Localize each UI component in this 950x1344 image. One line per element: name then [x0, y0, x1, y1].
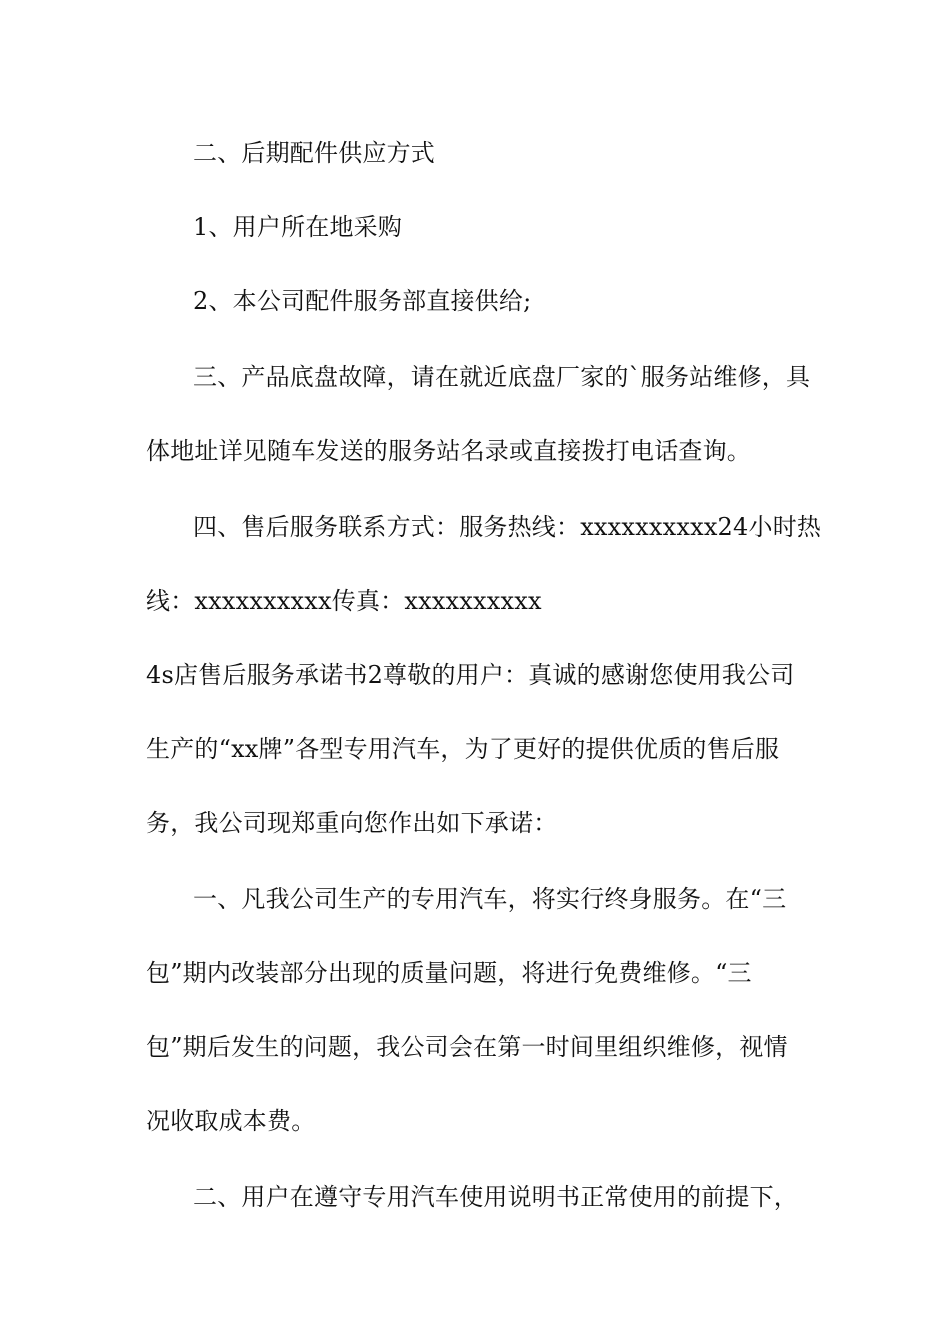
text-line: 一、凡我公司生产的专用汽车，将实行终身服务。在“三: [193, 885, 787, 913]
text-line: 包”期内改装部分出现的质量问题，将进行免费维修。“三: [146, 959, 752, 987]
text-line: 二、用户在遵守专用汽车使用说明书正常使用的前提下，: [193, 1183, 798, 1211]
text-line: 体地址详见随车发送的服务站名录或直接拨打电话查询。: [146, 437, 751, 465]
text-line: 四、售后服务联系方式：服务热线：xxxxxxxxxx24小时热: [193, 513, 822, 541]
text-line: 生产的“xx牌”各型专用汽车，为了更好的提供优质的售后服: [146, 735, 780, 763]
text-line: 务，我公司现郑重向您作出如下承诺：: [146, 809, 558, 837]
text-line: 包”期后发生的问题，我公司会在第一时间里组织维修，视情: [146, 1033, 788, 1061]
text-line: 4s店售后服务承诺书2尊敬的用户：真诚的感谢您使用我公司: [146, 661, 795, 689]
text-line: 二、后期配件供应方式: [193, 139, 435, 167]
text-line: 2、本公司配件服务部直接供给;: [193, 287, 532, 315]
text-line: 况收取成本费。: [146, 1107, 316, 1135]
text-line: 1、用户所在地采购: [193, 213, 403, 241]
text-line: 线：xxxxxxxxxx传真：xxxxxxxxxx: [146, 587, 542, 615]
text-line: 三、产品底盘故障，请在就近底盘厂家的`服务站维修，具: [193, 363, 811, 391]
